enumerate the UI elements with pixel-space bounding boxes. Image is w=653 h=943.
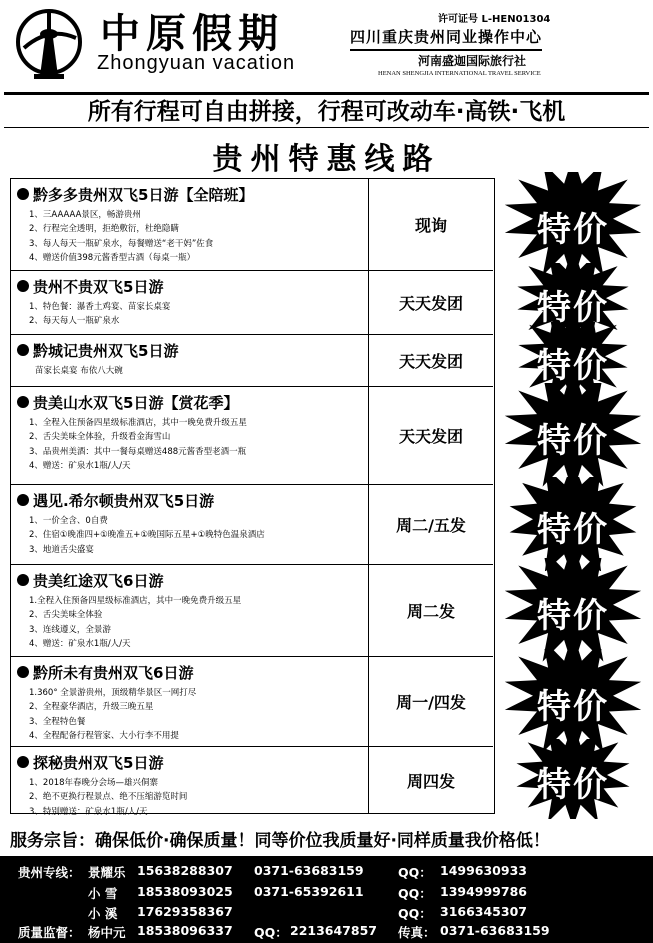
route-feature: 2、每天每人一瓶矿泉水 bbox=[29, 316, 120, 327]
route-feature: 2、住宿①晚准四+①晚准五+①晚国际五星+①晚特色温泉酒店 bbox=[29, 530, 265, 541]
bullet-icon bbox=[17, 188, 29, 200]
route-row bbox=[11, 179, 493, 271]
route-feature: 4、全程配备行程管家、大小行李不用提 bbox=[29, 730, 179, 741]
route-feature: 1.360° 全景游贵州，顶级精华景区一网打尽 bbox=[29, 688, 197, 698]
route-feature: 1、三AAAAA景区，畅游贵州 bbox=[29, 210, 141, 220]
header bbox=[0, 0, 653, 90]
starburst-badge bbox=[498, 558, 648, 662]
route-feature: 4、赠送：矿泉水1瓶/人/天 bbox=[29, 638, 131, 649]
route-schedule: 周一/四发 bbox=[396, 693, 466, 712]
route-row bbox=[11, 485, 493, 565]
badge-label: 特价 bbox=[537, 421, 609, 461]
route-row bbox=[11, 387, 493, 485]
bullet-icon bbox=[17, 494, 29, 506]
route-details bbox=[11, 335, 369, 386]
contact-name: 小 溪 bbox=[88, 906, 118, 921]
contact-name: 杨中元 bbox=[88, 925, 126, 940]
route-schedule: 周二发 bbox=[406, 602, 455, 621]
route-feature: 3、全程特色餐 bbox=[29, 716, 86, 727]
route-details bbox=[11, 179, 369, 270]
route-feature: 2、全程豪华酒店，升级三晚五星 bbox=[29, 702, 154, 713]
contact-mobile[interactable]: 18538096337 bbox=[137, 923, 233, 938]
route-name: 黔多多贵州双飞5日游【全陪班】 bbox=[17, 184, 253, 205]
agency-name-cn: 河南盛迦国际旅行社 bbox=[418, 54, 527, 68]
badge-label: 特价 bbox=[537, 346, 609, 386]
contact-name: 景耀乐 bbox=[88, 865, 126, 880]
route-details bbox=[11, 387, 369, 484]
license-number: 许可证号 L-HEN01304 bbox=[438, 14, 551, 25]
route-schedule: 周四发 bbox=[406, 771, 455, 791]
route-feature: 2、舌尖美味全体验 bbox=[29, 610, 103, 621]
route-details bbox=[11, 271, 369, 334]
route-row bbox=[11, 747, 493, 817]
contact-row bbox=[0, 863, 653, 883]
route-details bbox=[11, 485, 369, 564]
bullet-icon bbox=[17, 280, 29, 292]
route-feature: 4、赠送：矿泉水1瓶/人/天 bbox=[29, 460, 131, 471]
route-feature: 3、每人每天一瓶矿泉水，每餐赠送“老干妈”佐食 bbox=[29, 238, 214, 249]
route-details bbox=[11, 657, 369, 746]
contact-qq[interactable]: 1394999786 bbox=[440, 884, 527, 899]
starburst-badge bbox=[498, 383, 648, 487]
badge-label: 特价 bbox=[537, 596, 609, 636]
route-name: 遇见.希尔顿贵州双飞5日游 bbox=[17, 490, 214, 511]
route-feature: 2、行程完全透明，拒绝敷衍，杜绝隐瞒 bbox=[29, 224, 179, 235]
route-schedule: 天天发团 bbox=[398, 294, 463, 313]
routes-table bbox=[10, 178, 495, 817]
qq-label: QQ： bbox=[398, 865, 432, 880]
starburst-badge bbox=[498, 649, 648, 753]
bullet-icon bbox=[17, 396, 29, 408]
route-feature: 1、2018年春晚分会场—雄兴侗寨 bbox=[29, 778, 159, 788]
contact-tel[interactable]: 0371-63683159 bbox=[254, 863, 364, 878]
contact-label: 质量监督： bbox=[18, 925, 81, 940]
route-schedule: 天天发团 bbox=[398, 352, 463, 371]
operation-center-name: 四川重庆贵州同业操作中心 bbox=[350, 26, 542, 51]
route-details bbox=[11, 747, 369, 817]
contact-panel bbox=[0, 856, 653, 943]
route-name: 黔城记贵州双飞5日游 bbox=[17, 340, 178, 361]
route-feature: 1、一价全含、0自费 bbox=[29, 516, 108, 526]
page-title: 贵州特惠线路 bbox=[212, 142, 441, 177]
contact-row bbox=[0, 904, 653, 924]
badge-label: 特价 bbox=[537, 210, 609, 250]
route-row bbox=[11, 565, 493, 657]
badge-label: 特价 bbox=[537, 687, 609, 727]
contact-qq[interactable]: 1499630933 bbox=[440, 863, 527, 878]
route-schedule: 现询 bbox=[414, 216, 447, 235]
route-details bbox=[11, 565, 369, 656]
agency-name-en: HENAN SHENGJIA INTERNATIONAL TRAVEL SERVICE bbox=[378, 70, 541, 77]
tv-tower-icon bbox=[14, 8, 84, 80]
bullet-icon bbox=[17, 574, 29, 586]
service-motto: 服务宗旨：确保低价·确保质量！同等价位我质量好·同样质量我价格低！ bbox=[10, 831, 550, 851]
contact-name: 小 雪 bbox=[88, 886, 118, 901]
route-feature: 3、品贵州美酒：其中一餐每桌赠送488元酱香型老酒一瓶 bbox=[29, 446, 247, 457]
bullet-icon bbox=[17, 666, 29, 678]
badge-label: 特价 bbox=[537, 765, 609, 805]
starburst-badge bbox=[498, 739, 648, 819]
contact-fax[interactable]: 0371-63683159 bbox=[440, 923, 550, 938]
route-feature: 4、赠送价值398元酱香型古酒（每桌一瓶） bbox=[29, 252, 196, 263]
route-feature: 3、特别赠送：矿泉水1瓶/人/天 bbox=[29, 806, 148, 817]
bullet-icon bbox=[17, 756, 29, 768]
contact-tel[interactable]: 0371-65392611 bbox=[254, 884, 364, 899]
route-feature: 2、舌尖美味全体验，升级看金海雪山 bbox=[29, 432, 171, 443]
route-feature: 1、特色餐：瀑香土鸡宴、苗家长桌宴 bbox=[29, 302, 171, 312]
qq-label: QQ： bbox=[398, 886, 432, 901]
qq-label: QQ： bbox=[398, 906, 432, 921]
qq-label: QQ： bbox=[254, 925, 288, 940]
contact-row bbox=[0, 884, 653, 904]
contact-qq[interactable]: 2213647857 bbox=[290, 923, 377, 938]
route-feature: 3、连线遵义，全景游 bbox=[29, 624, 111, 635]
route-row bbox=[11, 335, 493, 387]
fax-label: 传真： bbox=[398, 925, 436, 940]
contact-label: 贵州专线： bbox=[18, 865, 81, 880]
brand-name-en: Zhongyuan vacation bbox=[97, 52, 296, 74]
route-feature: 2、绝不更换行程景点、绝不压缩游览时间 bbox=[29, 792, 188, 803]
route-feature: 1、全程入住预备四星级标准酒店，其中一晚免费升级五星 bbox=[29, 418, 247, 428]
route-name: 探秘贵州双飞5日游 bbox=[17, 752, 163, 773]
route-row bbox=[11, 657, 493, 747]
route-name: 贵美红途双飞6日游 bbox=[17, 570, 163, 591]
route-name: 黔所未有贵州双飞6日游 bbox=[17, 662, 193, 683]
route-feature: 3、地道舌尖盛宴 bbox=[29, 544, 94, 555]
starburst-badge bbox=[498, 172, 648, 276]
contact-row bbox=[0, 923, 653, 943]
brand-name-cn: 中原假期 bbox=[100, 10, 284, 57]
route-schedule: 周二/五发 bbox=[396, 516, 466, 535]
route-schedule: 天天发团 bbox=[398, 427, 463, 446]
contact-qq[interactable]: 3166345307 bbox=[440, 904, 527, 919]
promo-banner: 所有行程可自由拼接，行程可改动车·高铁·飞机 bbox=[4, 92, 649, 128]
route-row bbox=[11, 271, 493, 335]
badge-label: 特价 bbox=[537, 288, 609, 328]
contact-mobile[interactable]: 15638288307 bbox=[137, 863, 233, 878]
route-feature: 1.全程入住预备四星级标准酒店，其中一晚免费升级五星 bbox=[29, 596, 242, 606]
bullet-icon bbox=[17, 344, 29, 356]
contact-mobile[interactable]: 18538093025 bbox=[137, 884, 233, 899]
route-feature: 苗家长桌宴 布依八大碗 bbox=[35, 366, 123, 376]
contact-mobile[interactable]: 17629358367 bbox=[137, 904, 233, 919]
starburst-badge bbox=[498, 477, 648, 571]
badge-label: 特价 bbox=[537, 510, 609, 550]
route-name: 贵州不贵双飞5日游 bbox=[17, 276, 163, 297]
route-name: 贵美山水双飞5日游【赏花季】 bbox=[17, 392, 238, 413]
